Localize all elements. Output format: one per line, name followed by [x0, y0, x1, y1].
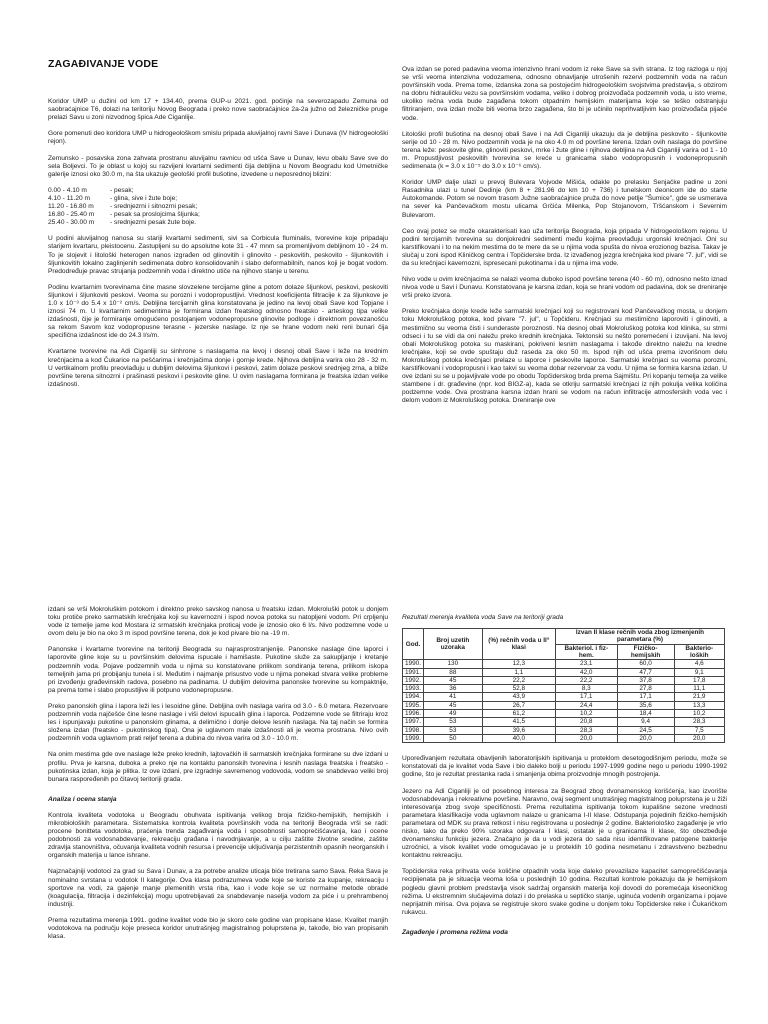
paragraph: Gore pomenuti deo koridora UMP u hidrogeološkom smislu pripada aluvijalnoj ravni Save i Dunava (IV hidrogeološki rejon). — [48, 130, 388, 146]
table-cell: 10,2 — [674, 710, 724, 718]
table-cell: 49 — [424, 710, 483, 718]
paragraph: Zemunsko - posavska zona zahvata prostranu aluvijalnu ravnicu od ušća Save u Dunav, levu obalu Save sve do sela Boljevci. To je oblast u kojoj su razvijeni kvartarni sedimenti čija debljina u Novom Beogradu kod Umetničke galerije iznosi oko 30.0 m, na šta ukazuje geološki profil bušotine, izvedene u neposrednoj blizini: — [48, 154, 388, 178]
table-cell: 10,2 — [555, 710, 617, 718]
table-cell: 20,0 — [674, 734, 724, 742]
header-samples: Broj uzetih uzoraka — [424, 629, 483, 660]
paragraph: U podini aluvijalnog nanosa su stariji kvartarni sedimenti, sivi sa Corbicula fluminalis, tvorevine koje pripadaju starijem kvartaru, pleistocenu. Zastupljeni su do apsolutne kote 31 - 47 mnm sa promenljivom debljinom 10 - 24 m. To je slojevit i litološki heterogen nanos izgrađen od glinovitih i glinovito - peskovitih, peskovito - šljunkovitih i šljunkovitih lokalno zaglinjenih sedimenata dobro konsolidovanih i slabo deformabilnih, nanos koji je bogat vodom. Predodređuje pravac strujanja podzemnih voda i direktno utiče na njihovo stanje u terenu. — [48, 235, 388, 275]
paragraph: Preko krečnjaka donje krede leže sarmatski krečnjaci koji su registrovani kod Pančevačkog mosta, u donjem toku Mokroluškog potoka, kod pivare "7. jul", u Topčideru. Krečnjaci su mestimično laporoviti i glinoviti, a mestimično su veoma čisti i sunderaste poroznosti. Na desnoj obali Mokroluškog potoka kod klinika, su strmi odseci i tu se vidi da oni naležu preko krednih krečnjaka. Tektonski su nešto poremećeni i izuvijani. Na levoj obali Mokroluškog potoka su maskirani, pokriveni lesnim naslagama i takođe direktno naležu na kredne krečnjake, koji se ovde spuštaju duž raseda za oko 50 m. Ispod njih od ušća prema izvorišnom delu Mokroluškog potoka krečnjaci prelaze u laporce i peskovite laporce. Sarmatski krečnjaci su veoma porozni, karstifikovani i vodopropusni i kao takvi su veoma dobar rezervoar za vodu. U njima se formira karsna izdan. U ove izdani su se u pojavljivale vode po obodu Topčiderskog brda prema Sajmištu. Pri kopanju temelja za velike stambene i dr. građevine (npr. kod BIGZ-a), kada se otkriju sarmatski krečnjaci iz njih pokulja velika količina podzemne vode. Ova prostrana karsna izdan hrani se vodom na račun infiltracije atmosferskih voda vec i delom vodom iz Mokroluškog potoka. Dreniranje ove — [402, 308, 727, 405]
water-quality-table — [402, 628, 725, 743]
table-cell: 1992. — [403, 676, 424, 684]
table-cell: 13,3 — [674, 701, 724, 709]
table-row — [403, 693, 725, 701]
bottom-fade — [0, 1006, 768, 1024]
layer-desc: - glina, sive i žute boje; — [110, 194, 178, 202]
profile-layer — [48, 203, 388, 211]
table-cell: 8,3 — [555, 685, 617, 693]
table-cell: 24,5 — [617, 726, 674, 734]
header-bact: Bakterio-loških — [674, 644, 724, 660]
paragraph: Upoređivanjem rezultata obavljenih laboratorijskih ispitivanja u proteklom desetogodišnjem periodu, može se konstatovati da je kvalitet voda Save i bio daleko bolji u periodu 1997-1999 godine nego u periodu 1990-1992 godine, što je rezultat prestanka rada i smanjenja obima proizvodnje mnogih postrojenja. — [402, 755, 727, 779]
table-cell: 24,4 — [555, 701, 617, 709]
layer-desc: - srednjezrni pesak žute boje. — [110, 219, 197, 227]
paragraph: Koridor UMP u dužini od km 17 + 134.40, prema GUP-u 2021. god. počinje na severozapadu Zemuna od saobraćajnice T6, dolazi na teritoriju Novog Beograda i preko nove saobraćajnice 2a-2a južno od železničke pruge prelazi Savu u zoni nizvodnog špica Ade Ciganlije. — [48, 98, 388, 122]
paragraph: Koridor UMP dalje ulazi u prevoj Bulevara Vojvode Mišića, odakle po prelasku Senjačke padine u zoni Rasadnika ulazi u tunel Dedinje (km 8 + 281.96 do km 10 + 736) i tunelskom deonicom ide do starte Autokomande. Potom se novom trasom Južne saobraćajnice pruža do nove petlje "Šumice", gde se usmerava na sever ka Pančevačkom mostu ulicama Grčića Milenka, Pop Stojanovom, Tršćanskom i Severnim Bulevarom. — [402, 179, 727, 219]
header-bact-phys: Bakteriol. i fiz-hem. — [555, 644, 617, 660]
table-cell: 1990. — [403, 660, 424, 668]
table-cell: 22,2 — [555, 676, 617, 684]
layer-depth: 16.80 - 25.40 m — [48, 211, 95, 219]
table-row — [403, 668, 725, 676]
table-cell: 1999. — [403, 734, 424, 742]
table-cell: 28,3 — [674, 718, 724, 726]
table-cell: 23,1 — [555, 660, 617, 668]
table-cell: 60,0 — [617, 660, 674, 668]
paragraph: Podinu kvartarnim tvorevinama čine masne slovzelene tercijarne gline a potom dolaze šljunkovi, peskovi, peskoviti šljunkovi i šljunkoviti peskovi. Veoma su porozni i vodopropustljivi. Vrednost koeficijenta filtracije k za šljunkove je 1.0 x 10⁻³ do 5.4 x 10⁻² cm/s. Debljina tercijarnih glina konstatovana je jedino na levoj obali Save kod Topjane i iznosi 74 m. U kvartarnim sedimentima je formirana izdan freatskog odnosno freatsko - arteskog tipa velike izdašnosti, čije je formiranje omogućeno postojanjem vodonepropusne glinovite podloge i direktnom povezanošću sa rekom Savom koz vodopropusne terasne - jezerske naslage. Iz nje se hrane vodom neki reni bunari čija specifična izdašnost ide do 24.3 l/s/m. — [48, 283, 388, 340]
column-1 — [48, 60, 388, 397]
layer-desc: - srednjezrni i sitnozrni pesak; — [110, 203, 198, 211]
paragraph: Topčiderska reka prihvata veće količine otpadnih voda koje daleko prevazilaze kapacitet samoprečišćavanja recipijenata pa je situacija veoma loša u poslednjih 10 godina. Rezultati kontrole pokazuju da je hemijskom pogledu glavni problem predstavlja visok sadržaj organskih materija koji dovodi do poremećaja kiseoničkog režima. U ekstremnim slučajevima dolazi i do prelaska u septičko stanje, uginuća vodenih organizama i pojave neprijatnih mirisa. Ova pojava se registruje skoro svake godine u donjem toku Topčiderske reke i Čukaričkom rukavcu. — [402, 868, 727, 916]
layer-depth: 0.00 - 4.10 m — [48, 186, 87, 194]
profile-layer — [48, 211, 388, 219]
paragraph: Panonske i kvartarne tvorevine na teritoriji Beograda su najrasprostranjenije. Panonske naslage čine laporci i laporovite gline koje su u površinskim delovima ispucale i hamišaste. Pukotine služe za sakupljanje i kretanje podzemnih voda. Pojave podzemnih voda u njima su konstatovane prilikom sondiranja terena, prilikom iskopa temeljnih jama pri probijanju tunela i sl. Međutim i najmanje prisustvo vode u njima ponekad stvara velike probleme pri izvođenju građevinskih radova, posebno na padinama. U dubljim delovima panonske tvorevine su kompaktnije, pa prema tome i slabo propustljive ili potpuno vodonepropusne. — [48, 646, 388, 694]
column-3 — [48, 606, 388, 949]
table-caption: Rezultati merenja kvaliteta voda Save na teritoriji grada — [402, 614, 564, 621]
layer-depth: 11.20 - 16.80 m — [48, 203, 94, 211]
table-cell: 40,0 — [482, 734, 555, 742]
table-cell: 61,2 — [482, 710, 555, 718]
table-cell: 1,1 — [482, 668, 555, 676]
table-cell: 20,8 — [555, 718, 617, 726]
layer-depth: 25.40 - 30.00 m — [48, 219, 95, 227]
section-heading: Zagađenje i promena režima voda — [402, 928, 508, 936]
table-cell: 20,0 — [617, 734, 674, 742]
table-cell: 22,2 — [482, 676, 555, 684]
table-cell: 1994. — [403, 693, 424, 701]
header-phys-chem: Fizičko-hemijskih — [617, 644, 674, 660]
paragraph: Na onim mestima gde ove naslage leže preko krednih, lajtovačkih ili sarmatskih krečnjaka formirane su dve izdani u profilu. Prva je karsna, duboka a preko nje na kontaktu panonskih tvorevina i lesnih naslaga freatska i freatsko - pukotinska izdan, koja je plitka. Iz ove izdani, pre izgradnje savremenog vodovoda, vodom se snabdevao veliki broj bunara raspoređenih po čitavoj teritoriji grada. — [48, 751, 388, 783]
profile-layer — [48, 187, 388, 195]
paragraph: Jezero na Adi Ciganliji je od posebnog interesa za Beograd zbog dvonamenskog korišćenja, kao izvorište vodosnabdevanja i rekreativne površine. Naravno, ovaj segment unutrašnjeg magistralnog poluprstena je u žiži interesovanja zbog svoje specifičnosti. Prema rezultatima ispitivanja tokom kupališne sezone vrednosti parametara klasifikacije voda uglavnom nalaze u granicama I-II klase. Odstupanja pojedinih fizičko-hemijskih parametara od MDK su prava retkost i nisu registrovana u poslednje 2 godine. Bakteriološko zagađenje je vrlo nisko, tako da preko 90% uzoraka odgovara I klasi, ostatak je u granicama II klase, što obezbeđuje dvonamensku funkciju jezera. Značajno je da u vodi jezera do sada nisu identifikovane patogene bakterije uzročnici, a visok kvalitet vode omogućavao je u proteklih 10 godina nesmetanu i zdravstveno bezbednu kontaktnu rekreaciju. — [402, 787, 727, 860]
table-cell: 1991. — [403, 668, 424, 676]
table-row — [403, 685, 725, 693]
table-cell: 11,1 — [674, 685, 724, 693]
table-cell: 36 — [424, 685, 483, 693]
paragraph: Prema rezultatima merenja 1991. godine kvalitet vode bio je skoro cele godine van propisane klase. Kvalitet manjih vodotokova na području koje preseca koridor unutrašnjeg magistralnog poluprstena je, takođe, bio van propisanih klasa. — [48, 916, 388, 941]
header-year: God. — [403, 629, 424, 660]
table-cell: 20,0 — [555, 734, 617, 742]
layer-desc: - pesak sa proslojcima šljunka; — [110, 211, 200, 219]
table-cell: 130 — [424, 660, 483, 668]
table-cell: 37,8 — [617, 676, 674, 684]
table-cell: 9,1 — [674, 668, 724, 676]
table-cell: 41,5 — [482, 718, 555, 726]
paragraph: Ova izdan se pored padavina veoma intenzivno hrani vodom iz reke Save sa svih strana. Iz tog razloga u njoj se vrši veoma intenzivna vodozamena, odnosno obnavljanje utrošenih rezervi podzemnih voda na račun površinskih voda. Prema tome, izdanska zona sa postojećim hidrogeološkim svojstvima predstavlja, s obzirom na dobru hidrauličku vezu sa površinskim vodama, veliko i dobrog proizvođača podzemnih voda, u isto vreme, ukoliko rečna voda bude zagađena tokom otpadnim hemijskim materijama koje se teško odstranjuju filtriranjem, ova izdan može biti veoma brzo zagađena, što bi je učinilo neprihvatljivim kao proizvođača pijaće vode. — [402, 66, 727, 122]
table-row — [403, 710, 725, 718]
table-cell: 47,7 — [617, 668, 674, 676]
table-cell: 1993. — [403, 685, 424, 693]
paragraph: Preko panonskih glina i lapora leži les i lesoidne gline. Debljina ovih naslaga varira od 3.0 - 6.0 metara. Rezervoare podzemnih voda najčešće čine lesne naslage i viši delovi ispucalih glina i laporca. Podzemne vode se filtriraju kroz les i ispunjavaju pukotine u panonskim glinama, a delimično i donje delove lesnih naslaga. Na taj način se formira složena izdan (freatsko - pukotinskog tipa). Ona je uglavnom male izdašnosti ali je veoma prostrana. Nivo ovih podzemnih voda uglavnom prati reljef terena a dubina do nivoa varira od 3.0 - 10.0 m. — [48, 702, 388, 743]
table-cell: 17,8 — [674, 676, 724, 684]
table-cell: 52,8 — [482, 685, 555, 693]
table-cell: 26,7 — [482, 701, 555, 709]
paragraph: Nivo vode u ovim krečnjacima se nalazi veoma duboko ispod površine terena (40 - 60 m), odnosno nešto iznad nivoa vode u Savi i Dunavu. Konstatovana je karsna izdan, koja se hrani vodom od padavina, dok se dreniranje vrši preko izvora. — [402, 276, 727, 300]
table-cell: 43,9 — [482, 693, 555, 701]
paragraph: Ceo ovaj potez se može okarakterisati kao uža teritorija Beograda, koja pripada V hidrogeološkom rejonu. U podini tercijarnih tvorevina su donjokredni sedimenti među kojima preovlađuju urgonski krečnjaci. Oni su karstifikovani i to na nekim mestima do te mere da se u njima voda spušta do nivoa erozionog bazisa. Takav je slučaj u zoni ispod Kliničkog centra i Topčiderske brda. Iz izvađenog jezgra krečnjaka kod pivare "7. jul", vidi se da su krečnjaci kavernozni, ispresecani pukotinama i da u njima ima vode. — [402, 227, 727, 267]
table-cell: 50 — [424, 734, 483, 742]
paragraph: Najznačajniji vodotoci za grad su Sava i Dunav, a za potrebe analize uticaja biće tretirana samo Sava. Reka Sava je nominalno svrstana u vodotok II kategorije. Ova klasa podrazumeva vode koje se koriste za kupanje, rekreaciju i sportove na vodi, za gajenje manje plemenitih vrsta riba, kao i vode koje se uz normalne metode obrade (koagulacija, filtracija i dezinfekcija) mogu upotrebljavati za snabdevanje naselja vodom za piće i u prehrambenoj industriji. — [48, 868, 388, 908]
table-cell: 1998. — [403, 726, 424, 734]
table-row — [403, 734, 725, 742]
profile-layer — [48, 219, 388, 227]
section-heading: Analiza i ocena stanja — [48, 795, 117, 803]
table-cell: 17,1 — [617, 693, 674, 701]
layer-depth: 4.10 - 11.20 m — [48, 194, 91, 202]
table-row — [403, 660, 725, 668]
table-cell: 1996. — [403, 710, 424, 718]
column-2 — [402, 66, 727, 413]
table-cell: 27,8 — [617, 685, 674, 693]
header-percent-class: (%) rečnih voda u II° klasi — [482, 629, 555, 660]
table-cell: 45 — [424, 701, 483, 709]
table-cell: 41 — [424, 693, 483, 701]
table-cell: 28,3 — [555, 726, 617, 734]
paragraph: Litološki profil bušotina na desnoj obali Save i na Adi Ciganliji ukazuju da je debljina peskovito - šljunkovite serije od 10 - 28 m. Nivo podzemnih voda je na oko 4.0 m od površine terena. Izdan ovih naslaga do površine terena leže: peskovite gline, glinoviti peskovi, mrke i žute gline i njihova debljina na Adi Ciganliji varira od 1 - 10 m. Propustljivost peskovitih tvorevina se kreće u granicama slabo vodopropusnih i vodonepropusnih sedimenata (k = 3.0 x 10⁻⁵ do 3.0 x 10⁻⁶ cm/s). — [402, 130, 727, 171]
table-cell: 17,1 — [555, 693, 617, 701]
paragraph: Kontrola kvaliteta vodotoka u Beogradu obuhvata ispitivanja velikog broja fizičko-hemijskih, hemijskih i mikrobioloških parametara. Sistematska kontrola kvaliteta površinskih voda na teritoriji Beograda vrši se radi: procene bonitteta vodotoka, praćenja trenda zagađivanja voda i sposobnosti samoprečišćavanja, kao i ocene podobnosti za vodosnabdevanje, rekreaciju građana i navodnjavanje, a u cilju zaštite životne sredine, zaštite zdravlja stanovništva, očuvanja kvaliteta vodnih resursa i prevenciје uključivanja perzistentnih opasnih neorganskih i organskih materija u lance ishrane. — [48, 811, 388, 860]
header-outside-class: Izvan II klase rečnih voda zbog izmenjenih parametara (%) — [555, 629, 724, 645]
table-cell: 45 — [424, 676, 483, 684]
table-row — [403, 718, 725, 726]
table-cell: 12,3 — [482, 660, 555, 668]
column-4 — [402, 614, 727, 945]
table-cell: 53 — [424, 718, 483, 726]
table-row — [403, 701, 725, 709]
table-row — [403, 726, 725, 734]
table-cell: 9,4 — [617, 718, 674, 726]
paragraph: Kvartarne tvorevine na Adi Ciganliji su sinhrone s naslagama na levoj i desnoj obali Save i leže na krednim krečnjacima a kod Čukarice na peščarima i krečnjačima donje i gornje krede. Njihova debljina varira oko 28 - 32 m. U vertikalnom profilu preovlađuju u dubljim delovima šljunkovi i peskovi, zatim dolaze peskovi srednjeg zrna, a bliže površine terena sitnozrni i prašinasti peskovi i peskovite gline. U ovim naslagama formirana je freatska izdan velike izdašnosti. — [48, 348, 388, 388]
table-cell: 53 — [424, 726, 483, 734]
table-cell: 4,6 — [674, 660, 724, 668]
table-cell: 1995. — [403, 701, 424, 709]
table-cell: 7,5 — [674, 726, 724, 734]
layer-desc: - pesak; — [110, 186, 134, 194]
table-cell: 39,6 — [482, 726, 555, 734]
table-row — [403, 676, 725, 684]
table-cell: 88 — [424, 668, 483, 676]
table-cell: 35,6 — [617, 701, 674, 709]
geological-profile-list — [48, 187, 388, 227]
table-cell: 21,9 — [674, 693, 724, 701]
table-cell: 1997. — [403, 718, 424, 726]
page-title: ZAGAĐIVANJE VODE — [48, 58, 159, 70]
paragraph: izdani se vrši Mokroluškim potokom i direktno preko savskog nanosa u freatsku izdan. Mokroluški potok u donjem toku protiče preko sarmatskih krečnjaka koji su kavernozni i ispod novoa potoka su natopljeni vodom. Pri crpljenju vode iz temelje jame kod Mostara iz srmatskih krečnjaka proticaj vode je iznosio oko 6 l/s. Nivo podzemne vode u ovom delu je bio na oko 3 m ispod površine terena, dok je kod pivare bio na -19 m. — [48, 606, 388, 638]
table-cell: 42,0 — [555, 668, 617, 676]
table-cell: 18,4 — [617, 710, 674, 718]
profile-layer — [48, 195, 388, 203]
